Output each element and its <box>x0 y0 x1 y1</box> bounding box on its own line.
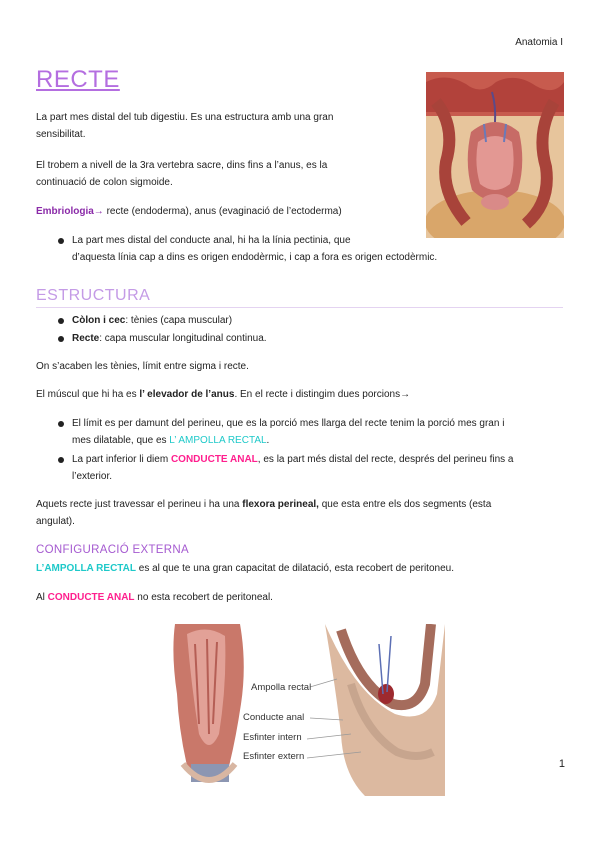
structure-paragraph-3-line-1: Aquets recte just travessar el perineu i ha una flexora perineal, que esta entre els dos segments (esta <box>36 499 492 510</box>
structure-bullet-2-text: Recte: capa muscular longitudinal continua. <box>72 333 267 344</box>
embryology-bullet-line-1: La part mes distal del conducte anal, hi ha la línia pectinia, que <box>72 235 351 246</box>
section-heading-configuracio: CONFIGURACIÓ EXTERNA <box>36 544 189 556</box>
section-heading-estructura: ESTRUCTURA <box>36 287 151 304</box>
intro-line-1: La part mes distal del tub digestiu. Es una estructura amb una gran <box>36 112 334 123</box>
page-title: RECTE <box>36 66 120 93</box>
bullet-icon <box>58 421 64 427</box>
portion-1-line-2: mes dilatable, que es L’ AMPOLLA RECTAL. <box>72 435 270 446</box>
structure-paragraph-2: El múscul que hi ha es l’ elevador de l’anus. En el recte i distingim dues porcions→ <box>36 389 411 400</box>
structure-paragraph-1: On s’acaben les tènies, límit entre sigma i recte. <box>36 361 249 372</box>
heading-divider <box>36 307 563 308</box>
config-line-1: L’AMPOLLA RECTAL es al que te una gran capacitat de dilatació, esta recobert de peritoneu. <box>36 563 454 574</box>
label-esfinter-intern: Esfinter intern <box>243 732 302 743</box>
config-line-2: Al CONDUCTE ANAL no esta recobert de peritoneal. <box>36 592 273 603</box>
intro-line-3: El trobem a nivell de la 3ra vertebra sacre, dins fins a l’anus, es la <box>36 160 328 171</box>
portion-2-line-2: l’exterior. <box>72 471 113 482</box>
embryology-label: Embriologia <box>36 206 94 217</box>
page-header: Anatomia I <box>515 37 563 48</box>
intro-line-2: sensibilitat. <box>36 129 86 140</box>
anal-canal-figure <box>165 624 445 796</box>
label-conducte-anal: Conducte anal <box>243 712 305 723</box>
portion-2-line-1: La part inferior li diem CONDUCTE ANAL, es la part més distal del recte, després del perineu fins a <box>72 454 514 465</box>
bullet-icon <box>58 457 64 463</box>
rectum-pelvis-illustration <box>426 72 564 238</box>
page-number: 1 <box>558 758 565 770</box>
anal-canal-illustration <box>165 624 445 796</box>
embryology-text: recte (endoderma), anus (evaginació de l’ectoderma) <box>103 206 342 217</box>
bullet-icon <box>58 336 64 342</box>
structure-bullet-1-text: Còlon i cec: tènies (capa muscular) <box>72 315 233 326</box>
label-ampolla-rectal: Ampolla rectal <box>251 682 312 693</box>
intro-line-4: continuació de colon sigmoide. <box>36 177 173 188</box>
bullet-icon <box>58 238 64 244</box>
embryology-bullet-line-2: d’aquesta línia cap a dins es origen endodèrmic, i cap a fora es origen ectodèrmic. <box>72 252 438 263</box>
bullet-icon <box>58 318 64 324</box>
embryology-line <box>36 203 342 220</box>
portion-1-line-1: El límit es per damunt del perineu, que es la porció mes llarga del recte tenim la porció mes gran i <box>72 418 505 429</box>
label-esfinter-extern: Esfinter extern <box>243 751 305 762</box>
structure-paragraph-3-line-2: angulat). <box>36 516 75 527</box>
arrow-icon: → <box>93 206 104 217</box>
